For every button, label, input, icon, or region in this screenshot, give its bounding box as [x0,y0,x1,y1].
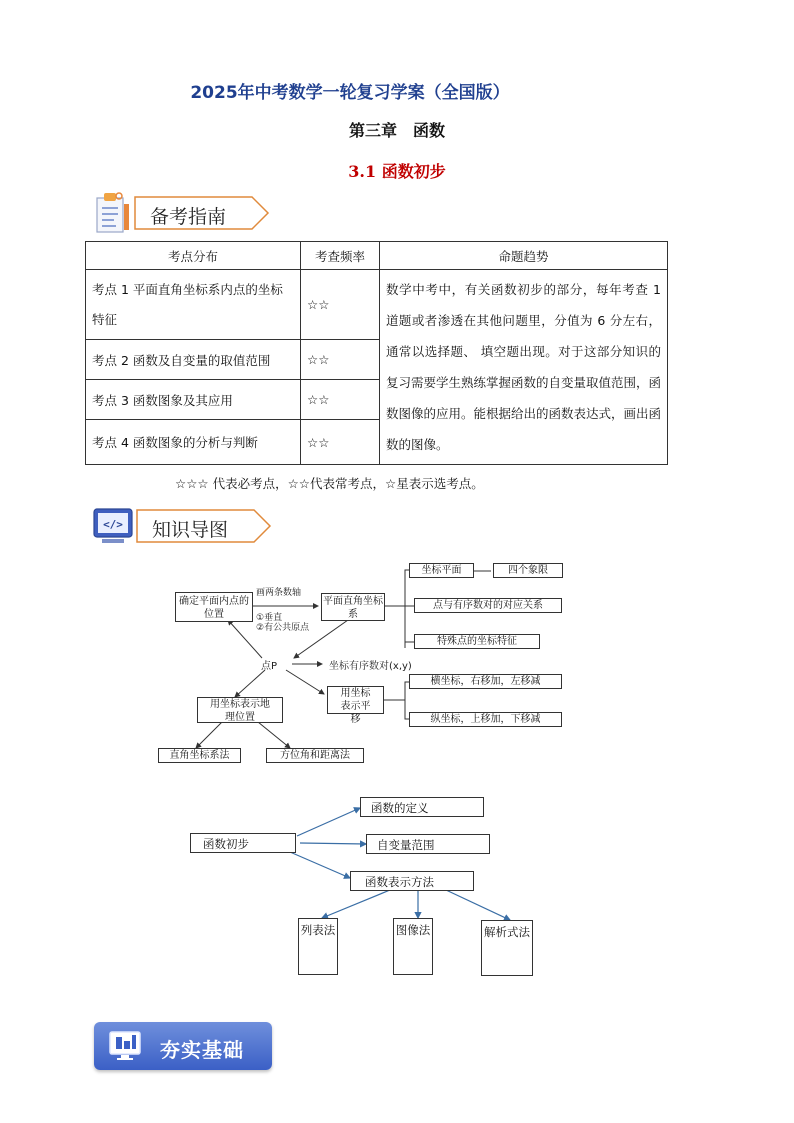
section-title: 3.1 函数初步 [348,162,446,181]
table-cell-frequency: ☆☆ [301,420,380,465]
guide-banner-label: 备考指南 [150,206,227,228]
table-cell-point: 考点 3 函数图象及其应用 [86,380,301,420]
label-common-origin: ②有公共原点 [256,623,310,633]
table-cell-frequency: ☆☆ [301,270,380,340]
document-title: 2025年中考数学一轮复习学案（全国版） [190,83,510,103]
node-coordinate-plane: 坐标平面 [409,563,474,578]
node-point-pair-relation: 点与有序数对的对应关系 [414,598,562,613]
node-quadrants: 四个象限 [493,563,563,578]
node-function-definition: 函数的定义 [360,797,484,817]
node-domain: 自变量范围 [366,834,490,854]
chapter-title: 第三章 函数 [348,121,445,140]
node-cartesian-method: 直角坐标系法 [158,748,241,763]
node-translation: 用坐标表示平移 [327,686,384,714]
label-point-p: 点P [261,661,278,672]
table-cell-frequency: ☆☆ [301,380,380,420]
col-header-frequency: 考查频率 [301,242,380,270]
table-cell-frequency: ☆☆ [301,340,380,380]
node-analytic-method: 解析式法 [481,920,533,976]
svg-text:</>: </> [103,518,123,531]
table-cell-point: 考点 2 函数及自变量的取值范围 [86,340,301,380]
foundation-banner [94,1022,272,1070]
node-geo-location: 用坐标表示地理位置 [197,697,283,723]
foundation-banner-label: 夯实基础 [160,1038,244,1062]
node-graph-method: 图像法 [393,918,433,975]
label-ordered-pair: 坐标有序数对(x,y) [329,661,412,672]
node-determine-position: 确定平面内点的位置 [175,592,253,622]
node-coordinate-system: 平面直角坐标系 [321,593,385,621]
monitor-icon [108,1030,144,1062]
node-special-points: 特殊点的坐标特征 [414,634,540,649]
col-header-trend: 命题趋势 [380,242,668,270]
node-bearing-method: 方位角和距离法 [266,748,364,763]
col-header-points: 考点分布 [86,242,301,270]
node-list-method: 列表法 [298,918,338,975]
node-representation: 函数表示方法 [350,871,474,891]
label-draw-axes: 画两条数轴 [256,588,302,598]
node-function-basics: 函数初步 [190,833,296,853]
table-cell-point: 考点 4 函数图象的分析与判断 [86,420,301,465]
node-horizontal-rule: 横坐标，右移加，左移减 [409,674,562,689]
table-cell-trend: 数学中考中，有关函数初步的部分，每年考查 1 道题或者渗透在其他问题里，分值为 6 分左右，通常以选择题、 填空题出现。对于这部分知识的复习需要学生熟练掌握函数的自变量取值范围，函数图像的应用。能根据给出的函数表达式，画出函数的图像。 [380,270,668,465]
node-vertical-rule: 纵坐标，上移加，下移减 [409,712,562,727]
table-cell-point: 考点 1 平面直角坐标系内点的坐标特征 [86,270,301,340]
map-banner-label: 知识导图 [152,519,229,541]
legend-note: ☆☆☆ 代表必考点，☆☆代表常考点，☆星表示选考点。 [175,476,484,491]
label-perpendicular: ①垂直 [256,613,283,623]
